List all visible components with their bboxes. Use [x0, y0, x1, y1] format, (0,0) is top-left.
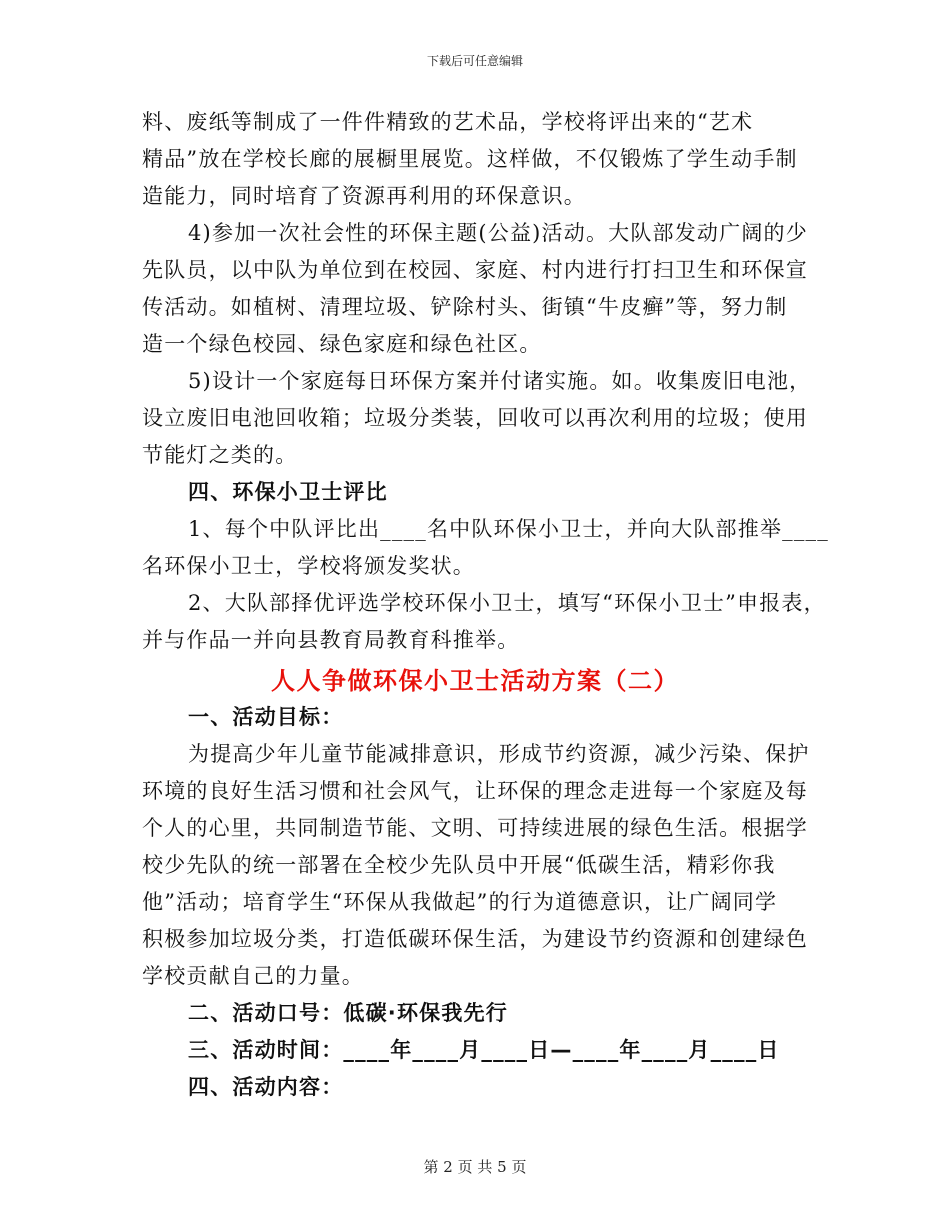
- section-heading: 四、环保小卫士评比: [188, 480, 388, 504]
- body-line: 校少先队的统一部署在全校少先队员中开展“低碳生活，精彩你我: [142, 853, 776, 877]
- body-line: 个人的心里，共同制造节能、文明、可持续进展的绿色生活。根据学: [142, 816, 808, 840]
- body-line: 精品”放在学校长廊的展橱里展览。这样做，不仅锻炼了学生动手制: [142, 147, 798, 171]
- body-line: 并与作品一并向县教育局教育科推举。: [142, 628, 520, 652]
- section-heading: 四、活动内容：: [188, 1075, 344, 1099]
- body-line: 为提高少年儿童节能减排意识，形成节约资源，减少污染、保护: [188, 742, 810, 766]
- body-line: 5)设计一个家庭每日环保方案并付诸实施。如。收集废旧电池，: [188, 369, 812, 393]
- body-line: 名环保小卫士，学校将颁发奖状。: [142, 554, 475, 578]
- body-line: 他”活动；培育学生“环保从我做起”的行为道德意识，让广阔同学: [142, 890, 778, 914]
- body-line: 积极参加垃圾分类，打造低碳环保生活，为建设节约资源和创建绿色: [142, 927, 808, 951]
- body-line: 传活动。如植树、清理垃圾、铲除村头、街镇“牛皮癣”等，努力制: [142, 295, 788, 319]
- body-line: 学校贡献自己的力量。: [142, 964, 364, 988]
- body-line: 节能灯之类的。: [142, 443, 298, 467]
- body-line: 料、废纸等制成了一件件精致的艺术品，学校将评出来的“艺术: [142, 110, 754, 134]
- page-number: 第 2 页 共 5 页: [423, 1158, 527, 1176]
- section-heading: 二、活动口号：低碳·环保我先行: [188, 1001, 508, 1025]
- body-line: 造能力，同时培育了资源再利用的环保意识。: [142, 184, 586, 208]
- body-line: 设立废旧电池回收箱；垃圾分类装，回收可以再次利用的垃圾；使用: [142, 406, 808, 430]
- header-note: 下载后可任意编辑: [426, 54, 523, 68]
- body-line: 2、大队部择优评选学校环保小卫士，填写“环保小卫士”申报表，: [188, 591, 826, 615]
- section-heading: 三、活动时间：____年____月____日—____年____月____日: [188, 1038, 780, 1062]
- document-title: 人人争做环保小卫士活动方案（二）: [271, 667, 679, 695]
- body-line: 环境的良好生活习惯和社会风气，让环保的理念走进每一个家庭及每: [142, 779, 808, 803]
- document-body: [142, 104, 829, 1106]
- body-line: 造一个绿色校园、绿色家庭和绿色社区。: [142, 332, 542, 356]
- body-line: 1、每个中队评比出____名中队环保小卫士，并向大队部推举____: [188, 517, 829, 541]
- section-heading: 一、活动目标：: [188, 705, 344, 729]
- body-line: 先队员，以中队为单位到在校园、家庭、村内进行打扫卫生和环保宣: [142, 258, 808, 282]
- body-line: 4)参加一次社会性的环保主题(公益)活动。大队部发动广阔的少: [188, 221, 808, 245]
